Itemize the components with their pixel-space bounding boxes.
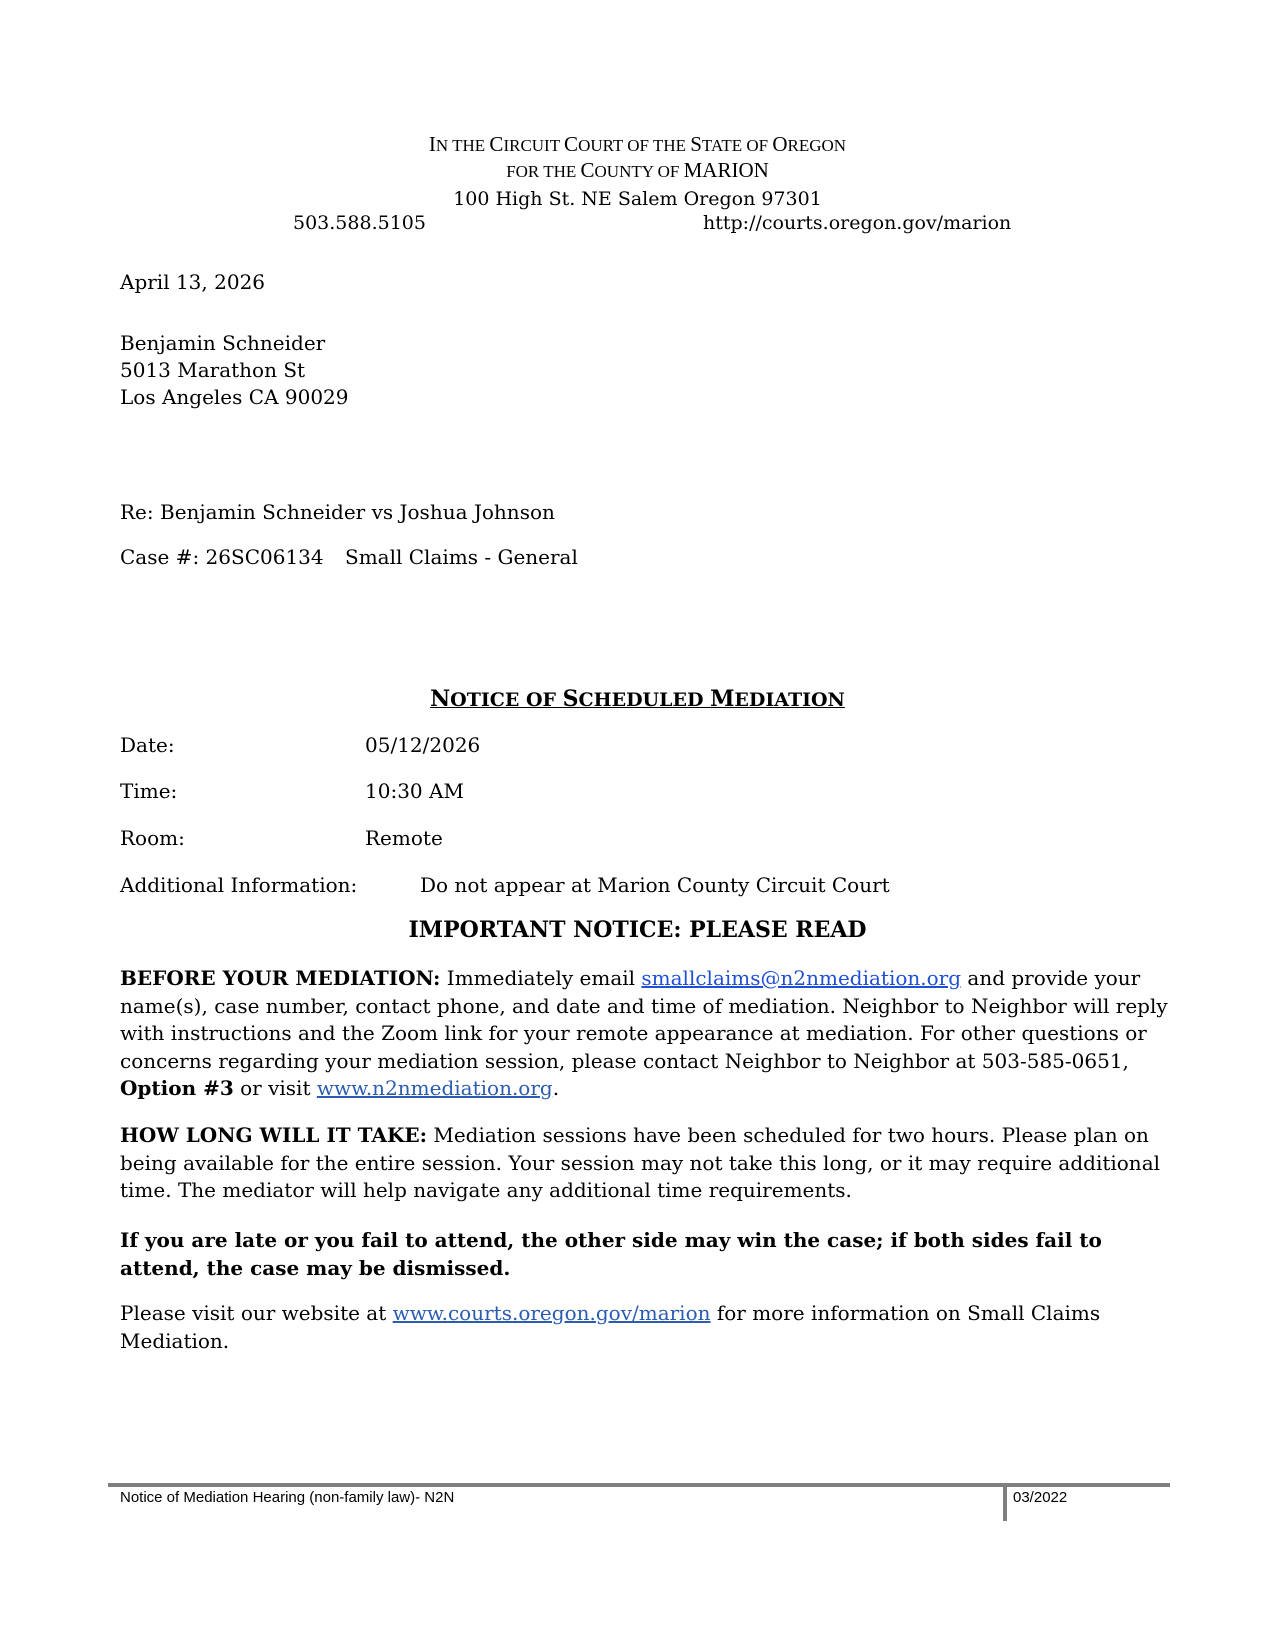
recipient-city: Los Angeles CA 90029 <box>120 385 349 409</box>
time-value: 10:30 AM <box>365 779 464 803</box>
footer-divider <box>108 1483 1170 1487</box>
date-value: 05/12/2026 <box>365 733 481 757</box>
important-notice-heading: IMPORTANT NOTICE: PLEASE READ <box>408 917 867 943</box>
re-line: Re: Benjamin Schneider vs Joshua Johnson <box>120 500 555 524</box>
recipient-street: 5013 Marathon St <box>120 358 306 382</box>
notice-title: NOTICE OF SCHEDULED MEDIATION <box>430 686 845 712</box>
before-mediation-heading: BEFORE YOUR MEDIATION: <box>120 966 441 990</box>
n2n-website-link[interactable]: www.n2nmediation.org <box>316 1076 553 1100</box>
website-paragraph: Please visit our website at www.courts.oregon.gov/marion for more information on Small Claims Mediation. <box>120 1301 1101 1353</box>
before-mediation-paragraph: BEFORE YOUR MEDIATION: Immediately email smallclaims@n2nmediation.org and provide your name(s), case number, contact phone, and date and time of mediation. Neighbor to Neighbor will reply with instructions and the Zoom link for your remote appearance at mediation. For other questions or concerns regarding your mediation session, please contact Neighbor to Neighbor at 503-585-0651, Option #3 or visit www.n2nmediation.org. <box>120 966 1168 1100</box>
info-label: Additional Information: <box>120 873 358 897</box>
room-label: Room: <box>120 826 185 850</box>
email-link[interactable]: smallclaims@n2nmediation.org <box>641 966 962 990</box>
court-url: http://courts.oregon.gov/marion <box>703 212 1012 234</box>
failure-to-attend-warning: If you are late or you fail to attend, the other side may win the case; if both sides fail to attend, the case may be dismissed. <box>120 1228 1102 1280</box>
how-long-heading: HOW LONG WILL IT TAKE: <box>120 1123 427 1147</box>
court-address: 100 High St. NE Salem Oregon 97301 <box>453 188 822 210</box>
footer-form-name: Notice of Mediation Hearing (non-family law)- N2N <box>120 1489 455 1506</box>
case-type: Small Claims - General <box>345 545 578 569</box>
court-name-line2: FOR THE COUNTY OF MARION <box>506 158 769 182</box>
court-website-link[interactable]: www.courts.oregon.gov/marion <box>392 1301 711 1325</box>
recipient-name: Benjamin Schneider <box>120 331 326 355</box>
court-phone: 503.588.5105 <box>293 212 426 234</box>
how-long-paragraph: HOW LONG WILL IT TAKE: Mediation sessions have been scheduled for two hours. Please plan on being available for the entire session. Your session may not take this long, or it may require additional time. The mediator will help navigate any additional time requirements. <box>120 1123 1161 1202</box>
letter-date: April 13, 2026 <box>120 270 266 294</box>
time-label: Time: <box>120 779 178 803</box>
recipient-address <box>120 330 349 411</box>
room-value: Remote <box>365 826 443 850</box>
info-value: Do not appear at Marion County Circuit Court <box>420 873 890 897</box>
footer-form-date: 03/2022 <box>1013 1489 1068 1506</box>
court-name-line1: IN THE CIRCUIT COURT OF THE STATE OF OREGON <box>428 132 847 156</box>
case-number: Case #: 26SC06134 <box>120 545 324 569</box>
date-label: Date: <box>120 733 175 757</box>
footer-vertical-divider <box>1003 1483 1007 1521</box>
option-number: Option #3 <box>120 1076 234 1100</box>
